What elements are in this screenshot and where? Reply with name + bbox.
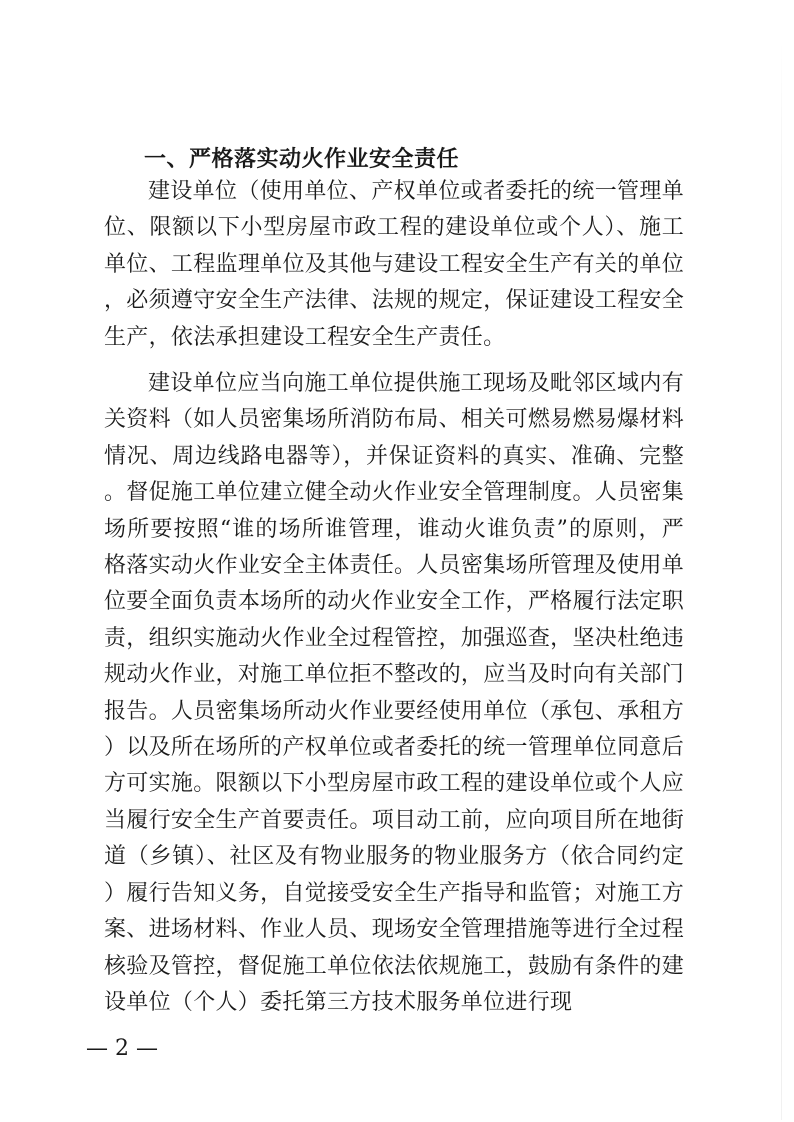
paragraph-construction-unit-duties: 建设单位应当向施工单位提供施工现场及毗邻区域内有关资料（如人员密集场所消防布局、相关可燃易燃易爆材料情况、周边线路电器等），并保证资料的真实、准确、完整。督促施工单位建立健全动火作业安全管理制度。人员密集场所要按照“谁的场所谁管理，谁动火谁负责”的原则，严格落实动火作业安全主体责任。人员密集场所管理及使用单位要全面负责本场所的动火作业安全工作，严格履行法定职责，组织实施动火作业全过程管控，加强巡查，坚决杜绝违规动火作业，对施工单位拒不整改的，应当及时向有关部门报告。人员密集场所动火作业要经使用单位（承包、承租方）以及所在场所的产权单位或者委托的统一管理单位同意后方可实施。限额以下小型房屋市政工程的建设单位或个人应当履行安全生产首要责任。项目动工前，应向项目所在地街道（乡镇）、社区及有物业服务的物业服务方（依合同约定）履行告知义务，自觉接受安全生产指导和监管；对施工方案、进场材料、作业人员、现场安全管理措施等进行全过程核验及管控，督促施工单位依法依规施工，鼓励有条件的建设单位（个人）委托第三方技术服务单位进行现 [104, 371, 684, 1015]
scan-edge-shadow [781, 40, 782, 1120]
page-number: — 2 — [86, 1036, 158, 1061]
paragraph-responsibilities: 建设单位（使用单位、产权单位或者委托的统一管理单位、限额以下小型房屋市政工程的建设单位或个人）、施工单位、工程监理单位及其他与建设工程安全生产有关的单位，必须遵守安全生产法律、法规的规定，保证建设工程安全生产，依法承担建设工程安全生产责任。 [104, 179, 684, 350]
section-heading: 一、严格落实动火作业安全责任 [144, 147, 460, 172]
